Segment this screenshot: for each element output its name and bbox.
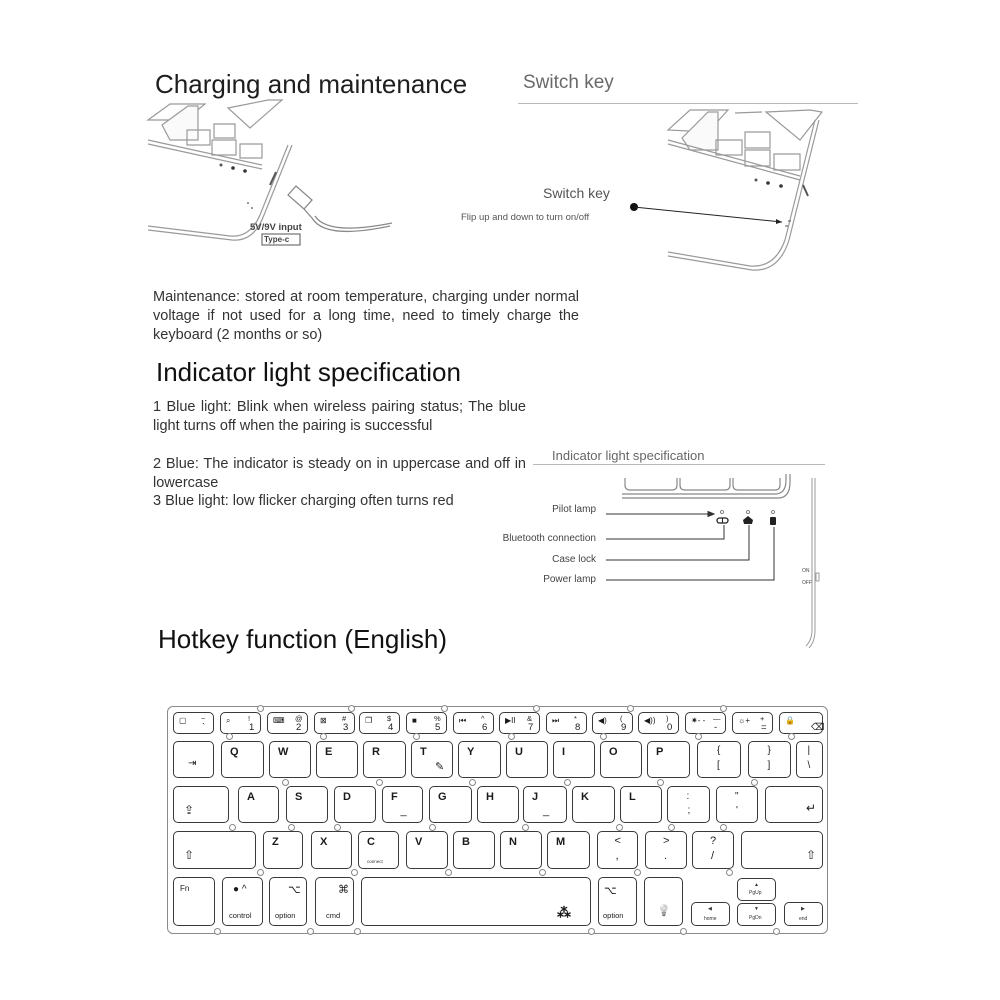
key-left-shift[interactable] (173, 831, 256, 869)
key-comma[interactable] (597, 831, 638, 869)
key-letter: C (367, 836, 375, 848)
key-upper-symbol: " (735, 791, 739, 802)
key-letter: N (509, 836, 517, 848)
hinge-screw (634, 869, 641, 876)
hinge-screw (680, 928, 687, 935)
indicator-item-2: 2 Blue: The indicator is steady on in uppercase and off in lowercase (153, 456, 526, 491)
key-shift-symbol: ( (620, 714, 623, 723)
key-shift-symbol: @ (295, 714, 303, 723)
key-lower-symbol: ; (687, 805, 691, 816)
key-:[interactable] (667, 786, 710, 823)
key-s[interactable] (286, 786, 328, 823)
key-upper-symbol: < (614, 835, 621, 847)
caps-lock-icon: ⇪ (184, 803, 195, 817)
key-shift-symbol: ~ (201, 714, 206, 723)
fn-key-1[interactable] (173, 712, 214, 734)
label-case-lock: Case lock (552, 554, 596, 565)
key-j[interactable] (523, 786, 567, 823)
key-z[interactable] (263, 831, 303, 869)
key-shift-symbol: $ (387, 714, 392, 723)
key-c[interactable] (358, 831, 399, 869)
home-square-icon: ▢ (179, 716, 187, 725)
label-power-lamp: Power lamp (543, 574, 596, 585)
key-r[interactable] (363, 741, 406, 778)
fn-key-11[interactable] (638, 712, 679, 734)
key-e[interactable] (316, 741, 358, 778)
key-lower-symbol: , (615, 850, 619, 862)
key-m[interactable] (547, 831, 590, 869)
hinge-screw (282, 779, 289, 786)
hinge-screw (720, 705, 727, 712)
hinge-screw (257, 869, 264, 876)
hinge-screw (539, 869, 546, 876)
hinge-screw (627, 705, 634, 712)
key-letter: Y (467, 746, 475, 758)
key-control[interactable] (222, 877, 263, 926)
key-shift-symbol: % (434, 714, 441, 723)
hinge-screw (788, 733, 795, 740)
key-number: 6 (482, 722, 488, 733)
key-letter: D (343, 791, 351, 803)
switch-callout-title: Switch key (543, 185, 610, 201)
hinge-screw (348, 705, 355, 712)
hinge-screw (413, 733, 420, 740)
pen-icon: ✎ (435, 761, 445, 773)
fn-key-8[interactable] (499, 712, 540, 734)
hinge-screw (588, 928, 595, 935)
fn-key-2[interactable] (220, 712, 261, 734)
copy-icon: ❐ (365, 716, 373, 725)
key-upper-symbol: : (686, 791, 690, 802)
hinge-screw (214, 928, 221, 935)
hinge-screw (429, 824, 436, 831)
key-upper-symbol: } (767, 745, 771, 756)
siri-icon: ⁂ (557, 904, 571, 920)
hinge-screw (695, 733, 702, 740)
key-|[interactable] (796, 741, 823, 778)
key-letter: V (415, 836, 423, 848)
hinge-screw (657, 779, 664, 786)
hotkey-title: Hotkey function (English) (158, 624, 448, 654)
key-number: 5 (435, 722, 441, 733)
fn-key-3[interactable] (267, 712, 308, 734)
connect-label: connect (367, 859, 383, 864)
key-number: 0 (667, 722, 673, 733)
hinge-screw (351, 869, 358, 876)
fn-key-4[interactable] (314, 712, 355, 734)
previous-track-icon: ⏮ (459, 716, 467, 725)
key-{[interactable] (697, 741, 741, 778)
play-pause-icon: ▶II (505, 716, 516, 725)
switch-off-label: OFF (802, 580, 812, 586)
hinge-screw (288, 824, 295, 831)
key-b[interactable] (453, 831, 495, 869)
key-upper-symbol: | (807, 745, 811, 756)
key-upper-symbol: > (663, 835, 670, 847)
key-letter: K (581, 791, 589, 803)
key-slash[interactable] (692, 831, 734, 869)
hinge-screw (616, 824, 623, 831)
key-shift-symbol: ) (666, 714, 669, 723)
fn-key-13[interactable] (732, 712, 773, 734)
end-label: end (799, 916, 808, 922)
key-pgup[interactable] (737, 878, 776, 901)
fn-key-14[interactable] (779, 712, 823, 734)
key-lower-symbol: / (711, 850, 715, 862)
hinge-screw (320, 733, 327, 740)
key-number: 1 (249, 722, 255, 733)
key-t[interactable] (411, 741, 453, 778)
key-underscore: _ (400, 805, 407, 817)
hinge-screw (307, 928, 314, 935)
key-v[interactable] (406, 831, 448, 869)
indicator-header-divider (533, 464, 825, 465)
key-q[interactable] (221, 741, 264, 778)
next-track-icon: ⏭ (552, 716, 560, 725)
key-a[interactable] (238, 786, 279, 823)
fn-key-12[interactable] (685, 712, 726, 734)
key-k[interactable] (572, 786, 615, 823)
key-number: 4 (388, 722, 394, 733)
option-symbol: ⌥ (604, 885, 617, 897)
key-letter: L (629, 791, 636, 803)
key-lower-symbol: ' (736, 805, 738, 816)
hinge-screw (226, 733, 233, 740)
hinge-screw (522, 824, 529, 831)
switch-callout-desc: Flip up and down to turn on/off (461, 212, 590, 223)
hinge-screw (229, 824, 236, 831)
key-letter: S (295, 791, 303, 803)
key-option-left[interactable] (269, 877, 307, 926)
key-letter: F (391, 791, 398, 803)
key-d[interactable] (334, 786, 376, 823)
key-shift-symbol: & (527, 714, 533, 723)
hinge-screw (773, 928, 780, 935)
hinge-screw (354, 928, 361, 935)
key-letter: H (486, 791, 494, 803)
lock-icon: 🔒 (785, 716, 795, 725)
key-option-right[interactable] (598, 877, 637, 926)
key-right-shift[interactable] (741, 831, 823, 869)
case-lock-icon (743, 516, 753, 524)
bluetooth-connection-icon (717, 518, 728, 523)
cmd-label: cmd (326, 911, 341, 920)
charging-title: Charging and maintenance (155, 69, 468, 99)
hinge-screw (257, 705, 264, 712)
key-p[interactable] (647, 741, 690, 778)
key-number: 7 (528, 722, 534, 733)
key-home[interactable] (691, 902, 730, 926)
key-shift-symbol: # (342, 714, 347, 723)
key-shift-symbol: + (760, 714, 765, 723)
return-icon: ↵ (806, 801, 817, 815)
fn-key-9[interactable] (546, 712, 587, 734)
key-fn[interactable] (173, 877, 215, 926)
key-letter: Q (230, 746, 239, 758)
up-arrow-icon: ▲ (754, 882, 759, 888)
key-n[interactable] (500, 831, 542, 869)
hinge-screw (720, 824, 727, 831)
search-icon: ⌕ (226, 716, 231, 725)
charging-port-label: Type-c (264, 235, 290, 244)
key-shift-symbol: * (574, 714, 577, 723)
hinge-screw (726, 869, 733, 876)
indicator-diagram-header: Indicator light specification (552, 448, 705, 463)
key-return[interactable] (765, 786, 823, 823)
key-letter: I (562, 746, 566, 758)
hinge-screw (564, 779, 571, 786)
key-tab[interactable] (173, 741, 214, 778)
key-i[interactable] (553, 741, 595, 778)
cmd-symbol: ⌘ (338, 884, 349, 896)
key-x[interactable] (311, 831, 352, 869)
key-upper-symbol: { (717, 745, 721, 756)
control-label: control (229, 911, 252, 920)
key-letter: M (556, 836, 566, 848)
key-letter: O (609, 746, 618, 758)
key-caps-lock[interactable] (173, 786, 229, 823)
key-number: 8 (575, 722, 581, 733)
keyboard-icon: ⌨ (273, 716, 285, 725)
control-symbol: ● ^ (233, 884, 247, 895)
right-arrow-icon: ▶ (801, 906, 805, 912)
key-letter: X (320, 836, 328, 848)
key-period[interactable] (645, 831, 687, 869)
key-}[interactable] (748, 741, 791, 778)
indicator-item-3: 3 Blue light: low flicker charging often turns red (153, 493, 454, 509)
key-shift-symbol: ^ (481, 714, 485, 723)
key-shift-symbol: — (713, 714, 721, 723)
key-lower-symbol: . (664, 850, 668, 862)
fn-label: Fn (180, 884, 190, 893)
switch-key-header: Switch key (523, 72, 614, 93)
label-pilot-lamp: Pilot lamp (552, 504, 596, 515)
key-end[interactable] (784, 902, 823, 926)
brightness-up-icon: ☼+ (738, 716, 751, 725)
shift-icon: ⇧ (806, 848, 817, 862)
key-number: - (714, 722, 718, 733)
switch-header-divider (518, 103, 858, 104)
key-letter: Z (272, 836, 279, 848)
key-cmd[interactable] (315, 877, 354, 926)
key-letter: J (532, 791, 539, 803)
key-letter: A (247, 791, 255, 803)
fn-key-5[interactable] (359, 712, 400, 734)
hinge-screw (600, 733, 607, 740)
key-letter: U (515, 746, 523, 758)
fn-key-7[interactable] (453, 712, 494, 734)
key-g[interactable] (429, 786, 472, 823)
shift-icon: ⇧ (184, 848, 195, 862)
key-pgdn[interactable] (737, 903, 776, 926)
tab-icon: ⇥ (188, 758, 197, 769)
key-space[interactable] (361, 877, 591, 926)
volume-down-icon: ◀) (598, 716, 607, 725)
key-letter: B (462, 836, 470, 848)
left-arrow-icon: ◀ (708, 906, 712, 912)
key-underscore: _ (543, 805, 550, 817)
key-letter: G (438, 791, 447, 803)
key-lower-symbol: \ (807, 760, 811, 771)
switch-on-label: ON (802, 568, 810, 574)
pgdn-label: PgDn (749, 915, 762, 921)
down-arrow-icon: ▼ (754, 906, 759, 912)
pgup-label: PgUp (749, 890, 762, 896)
key-o[interactable] (600, 741, 642, 778)
hinge-screw (533, 705, 540, 712)
backlight-bulb-icon: 💡 (657, 905, 671, 917)
key-letter: E (325, 746, 333, 758)
key-w[interactable] (269, 741, 311, 778)
key-l[interactable] (620, 786, 662, 823)
brightness-down-icon: ✷- - (691, 716, 706, 725)
screenshot-icon: ⊠ (320, 716, 327, 725)
fn-key-10[interactable] (592, 712, 633, 734)
key-"[interactable] (716, 786, 758, 823)
volume-up-icon: ◀)) (644, 716, 656, 725)
key-u[interactable] (506, 741, 548, 778)
key-f[interactable] (382, 786, 423, 823)
key-letter: W (278, 746, 289, 758)
charging-input-label: 5V/9V input (250, 222, 302, 233)
hinge-screw (376, 779, 383, 786)
fn-key-6[interactable] (406, 712, 447, 734)
maintenance-text: Maintenance: stored at room temperature, charging under normal voltage if not used for a long time, need to timely charge the keyboard (2 months or so) (153, 289, 579, 343)
indicator-title: Indicator light specification (156, 357, 461, 387)
option-label: option (275, 911, 296, 920)
key-h[interactable] (477, 786, 519, 823)
key-lower-symbol: [ (717, 760, 720, 771)
key-number: 3 (343, 722, 349, 733)
hinge-screw (668, 824, 675, 831)
power-lamp-icon (770, 517, 776, 525)
key-y[interactable] (458, 741, 501, 778)
hinge-screw (441, 705, 448, 712)
key-number: 2 (296, 722, 302, 733)
hinge-screw (751, 779, 758, 786)
key-shift-symbol: ! (248, 714, 251, 723)
hinge-screw (445, 869, 452, 876)
key-lower-symbol: ] (767, 760, 771, 771)
hinge-screw (508, 733, 515, 740)
paste-icon: ■ (412, 716, 417, 725)
key-number: 9 (621, 722, 627, 733)
key-number: = (761, 722, 767, 733)
hinge-screw (469, 779, 476, 786)
keyboard-diagram (167, 706, 828, 934)
key-number: ` (202, 722, 206, 733)
label-bluetooth-connection: Bluetooth connection (502, 533, 596, 544)
key-letter: T (420, 746, 427, 758)
option-label: option (603, 911, 624, 920)
key-upper-symbol: ? (710, 835, 717, 847)
indicator-item-1: 1 Blue light: Blink when wireless pairing status; The blue light turns off when the pairing is successful (153, 399, 526, 434)
key-letter: P (656, 746, 664, 758)
key-letter: R (372, 746, 380, 758)
key-backlight[interactable] (644, 877, 683, 926)
hinge-screw (334, 824, 341, 831)
home-label: home (704, 916, 717, 922)
key-number: ⌫ (811, 722, 825, 733)
option-symbol: ⌥ (288, 884, 301, 896)
